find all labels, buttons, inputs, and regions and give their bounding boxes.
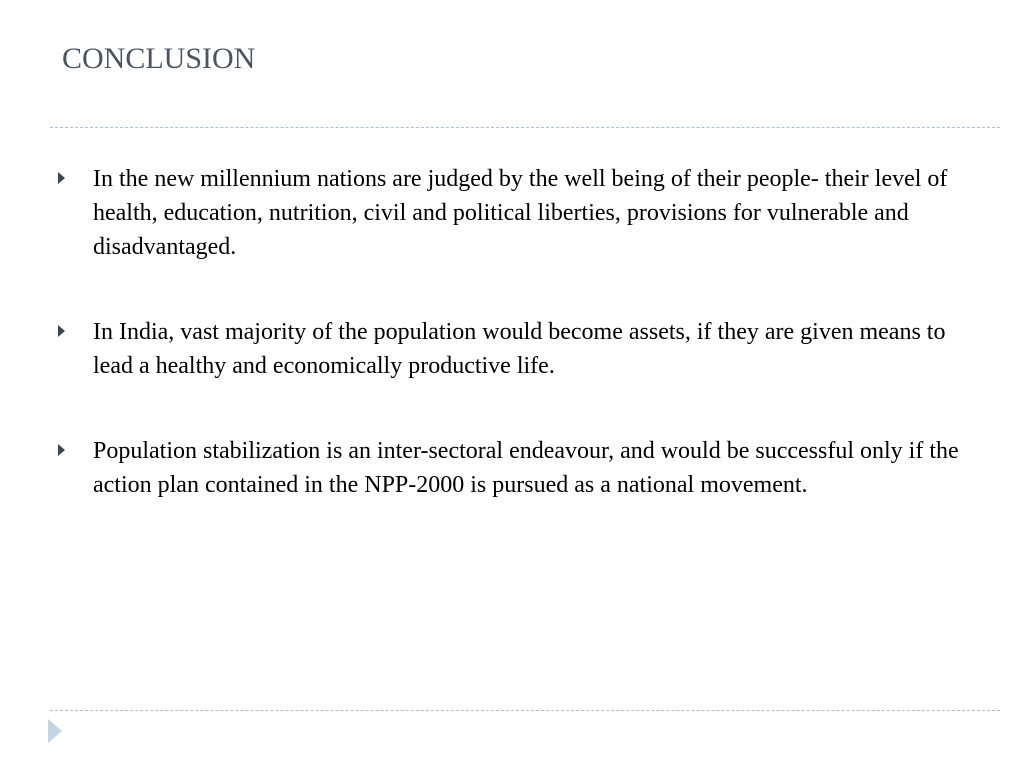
slide-title: CONCLUSION — [62, 42, 256, 75]
bullet-text: In India, vast majority of the population would become assets, if they are given means to lead a healthy and economically productive life. — [93, 319, 946, 379]
triangle-bullet-icon — [58, 444, 65, 456]
bullet-text: In the new millennium nations are judged by the well being of their people- their level of health, education, nutrition, civil and political liberties, provisions for vulnerable and disadvantaged. — [93, 166, 948, 260]
bullet-item — [58, 434, 968, 502]
triangle-bullet-icon — [58, 172, 65, 184]
bullet-text: Population stabilization is an inter-sectoral endeavour, and would be successful only if the action plan contained in the NPP-2000 is pursued as a national movement. — [93, 438, 959, 498]
triangle-bullet-icon — [58, 325, 65, 337]
corner-triangle-icon — [48, 719, 62, 743]
bullet-list — [58, 162, 968, 553]
bullet-item — [58, 315, 968, 383]
top-dashed-divider — [50, 127, 1000, 128]
bottom-dashed-divider — [50, 710, 1000, 711]
bullet-item — [58, 162, 968, 264]
